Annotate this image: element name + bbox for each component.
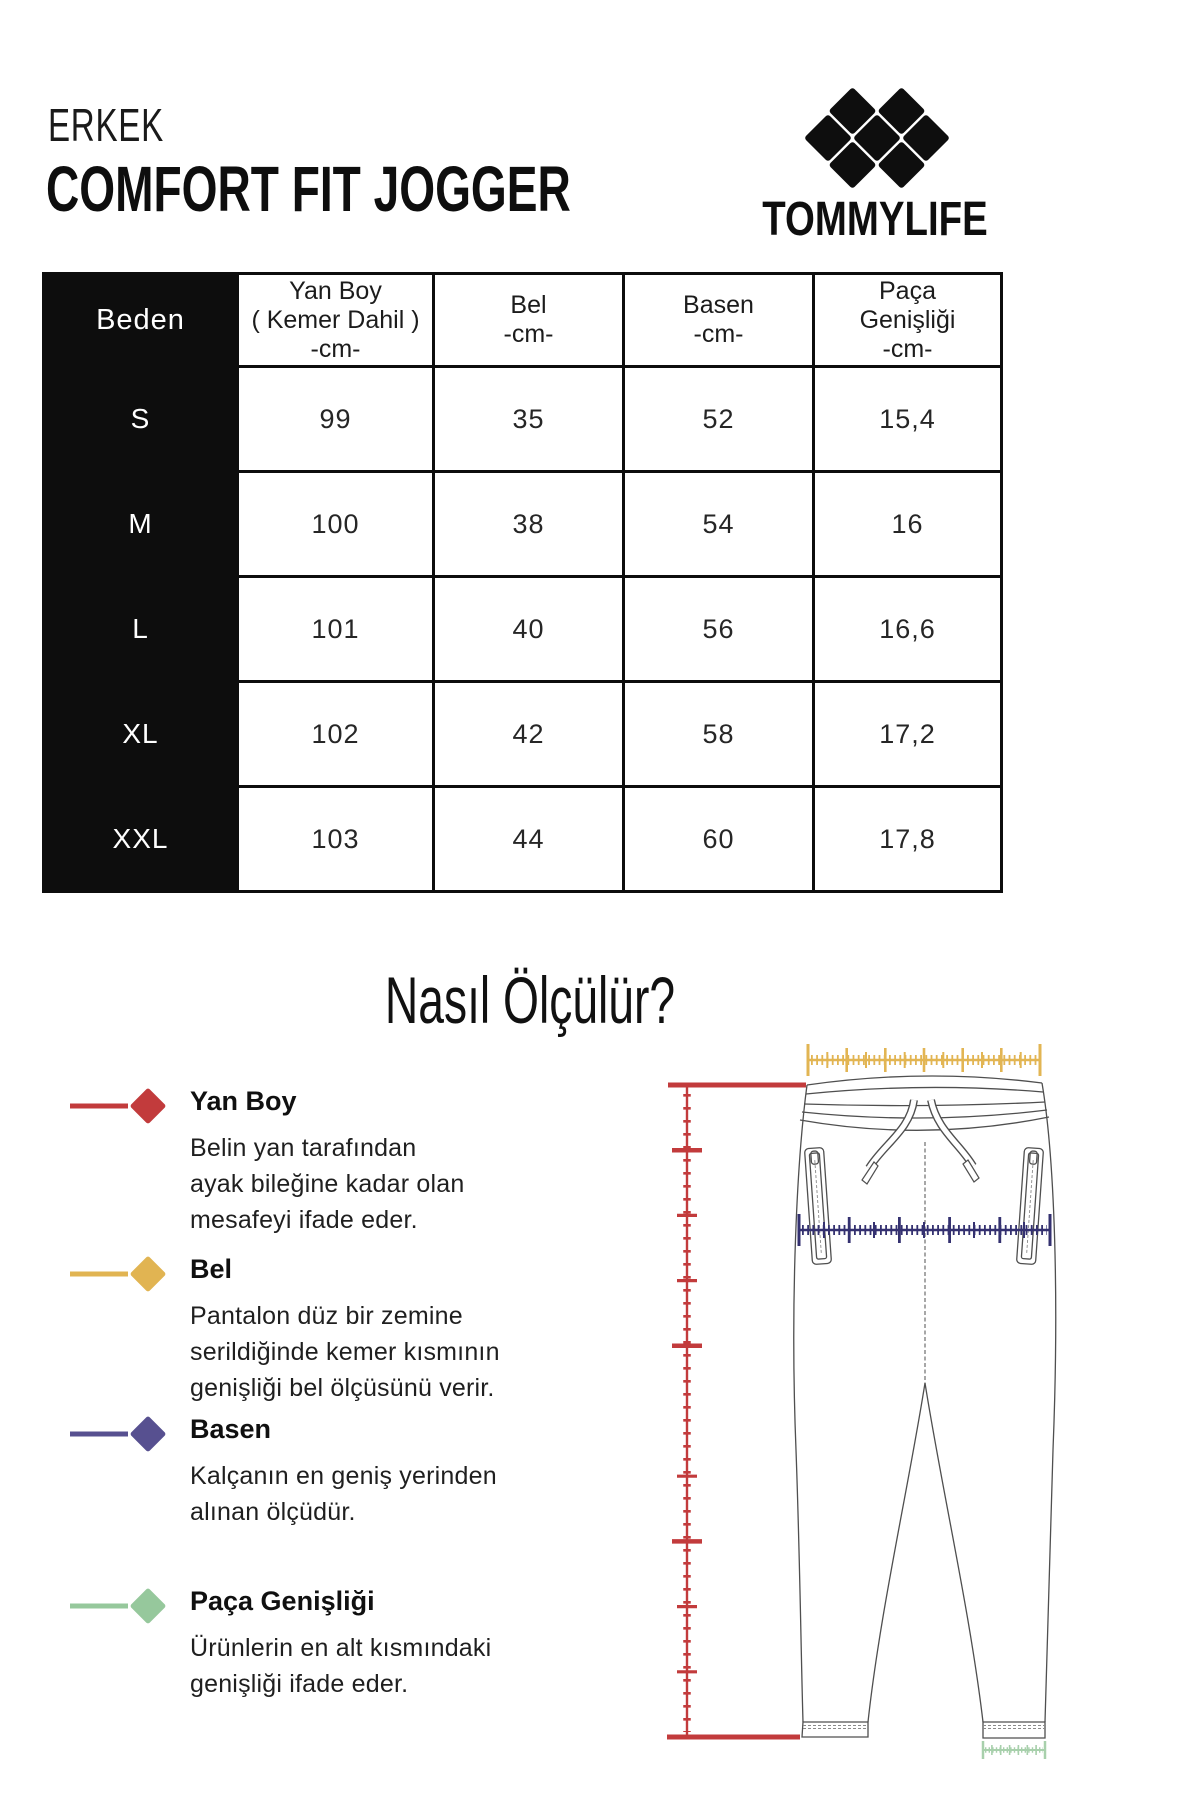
legend-title-paca-genisligi: Paça Genişliği [190,1586,375,1616]
waistband-top [807,1076,1042,1085]
legend-title-basen: Basen [190,1414,272,1444]
bel-marker-icon [66,1246,176,1302]
brand-name: TOMMYLIFE [762,193,988,246]
diamond-cluster-icon [804,87,950,189]
value-cell: 99 [238,367,434,472]
value-cell: 60 [624,787,814,892]
value-cell: 17,2 [814,682,1002,787]
value-cell: 52 [624,367,814,472]
table-row [44,787,1002,892]
diamond-icon [130,1416,167,1453]
value-cell: 35 [434,367,624,472]
value-cell: 102 [238,682,434,787]
legend-title-yan-boy: Yan Boy [190,1086,297,1116]
left-outer-seam [794,1085,807,1722]
how-to-measure-title: Nasıl Ölçülür? [384,963,676,1037]
size-cell: XXL [44,787,238,892]
value-cell: 100 [238,472,434,577]
basen-marker-icon [66,1406,176,1462]
col-header-bel: Bel -cm- [434,274,624,367]
legend-desc-basen: Kalçanın en geniş yerinden alınan ölçüdür. [190,1462,497,1526]
value-cell: 16 [814,472,1002,577]
legend-title-bel: Bel [190,1254,233,1284]
right-outer-seam [1042,1083,1056,1722]
diamond-icon [130,1256,167,1293]
col-header-yan-boy: Yan Boy ( Kemer Dahil ) -cm- [238,274,434,367]
table-header-row [44,274,1002,367]
right-cuff [983,1722,1045,1738]
value-cell: 56 [624,577,814,682]
waistband-stitch [804,1102,1045,1106]
right-zipper-pocket-icon [1016,1147,1043,1264]
left-inseam [868,1383,925,1722]
bel-ruler [808,1044,1040,1076]
right-inseam [925,1383,983,1722]
size-cell: M [44,472,238,577]
value-cell: 54 [624,472,814,577]
legend-desc-paca-genisligi: Ürünlerin en alt kısmındaki genişliği ifade eder. [190,1634,492,1698]
left-cuff-stitch [803,1726,868,1729]
value-cell: 38 [434,472,624,577]
waistband-stitch [806,1087,1043,1094]
jogger-outline-icon [794,1076,1056,1738]
diamond-icon [130,1588,167,1625]
size-cell: L [44,577,238,682]
left-cuff [802,1722,868,1737]
size-table [42,272,1003,893]
table-row [44,577,1002,682]
paca-genisligi-ruler [983,1741,1045,1759]
table-row [44,682,1002,787]
diamond-icon [130,1088,167,1125]
product-title: COMFORT FIT JOGGER [46,153,571,225]
waistband-stitch [802,1110,1047,1118]
value-cell: 17,8 [814,787,1002,892]
tommylife-logo-icon [742,84,1012,196]
jogger-measurement-diagram [560,1020,1080,1790]
col-header-basen: Basen -cm- [624,274,814,367]
yan-boy-marker-icon [66,1078,176,1134]
value-cell: 16,6 [814,577,1002,682]
value-cell: 58 [624,682,814,787]
value-cell: 40 [434,577,624,682]
table-row [44,472,1002,577]
legend-desc-bel: Pantalon düz bir zemine serildiğinde kemer kısmının genişliği bel ölçüsünü verir. [190,1302,500,1402]
left-zipper-pocket-icon [804,1147,831,1264]
right-cuff-stitch [983,1726,1045,1729]
value-cell: 42 [434,682,624,787]
legend-desc-yan-boy: Belin yan tarafından ayak bileğine kadar olan mesafeyi ifade eder. [190,1134,465,1234]
value-cell: 44 [434,787,624,892]
category-title: ERKEK [48,99,164,151]
yan-boy-ruler [667,1085,806,1737]
table-row [44,367,1002,472]
drawstring-icon [862,1100,979,1184]
size-cell: XL [44,682,238,787]
paca-genisligi-marker-icon [66,1578,176,1634]
size-cell: S [44,367,238,472]
col-header-paca-genisligi: Paça Genişliği -cm- [814,274,1002,367]
value-cell: 103 [238,787,434,892]
waistband-bottom [800,1117,1049,1130]
size-column-header: Beden [44,274,238,367]
value-cell: 15,4 [814,367,1002,472]
value-cell: 101 [238,577,434,682]
